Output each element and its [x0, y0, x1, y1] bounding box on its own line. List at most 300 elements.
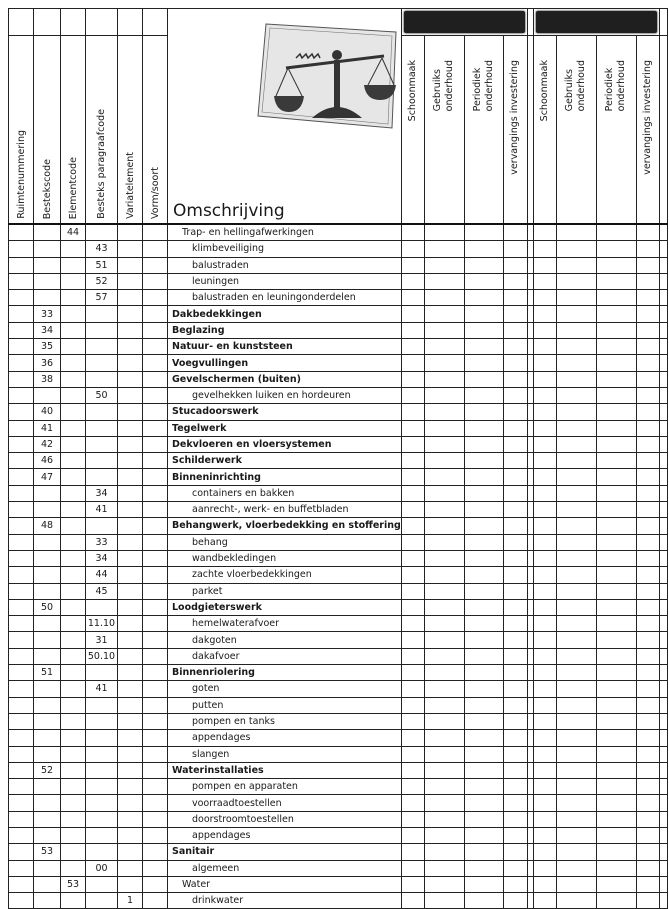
entry-cell-group-2[interactable]: [533, 779, 556, 795]
entry-cell-group-2[interactable]: [596, 502, 636, 518]
entry-cell-group-2[interactable]: [636, 583, 659, 599]
entry-cell-group-1[interactable]: [401, 827, 424, 843]
entry-cell-group-1[interactable]: [503, 306, 527, 322]
entry-cell-group-2[interactable]: [556, 583, 596, 599]
entry-cell-group-2[interactable]: [596, 648, 636, 664]
entry-cell-group-2[interactable]: [596, 583, 636, 599]
entry-cell-group-2[interactable]: [556, 550, 596, 566]
entry-cell-group-1[interactable]: [424, 697, 464, 713]
entry-cell-group-1[interactable]: [503, 404, 527, 420]
entry-cell-group-1[interactable]: [424, 599, 464, 615]
entry-cell-group-2[interactable]: [596, 534, 636, 550]
entry-cell-group-2[interactable]: [556, 599, 596, 615]
entry-cell-group-1[interactable]: [401, 534, 424, 550]
entry-cell-group-2[interactable]: [533, 893, 556, 909]
entry-cell-group-1[interactable]: [401, 795, 424, 811]
entry-cell-group-1[interactable]: [503, 371, 527, 387]
entry-cell-group-2[interactable]: [556, 273, 596, 289]
entry-cell-group-2[interactable]: [533, 827, 556, 843]
entry-cell-group-2[interactable]: [556, 355, 596, 371]
entry-cell-group-2[interactable]: [533, 371, 556, 387]
entry-cell-group-1[interactable]: [424, 485, 464, 501]
entry-cell-group-2[interactable]: [636, 290, 659, 306]
entry-cell-group-1[interactable]: [401, 599, 424, 615]
entry-cell-group-2[interactable]: [533, 534, 556, 550]
entry-cell-group-1[interactable]: [464, 485, 503, 501]
entry-cell-group-2[interactable]: [596, 811, 636, 827]
entry-cell-group-2[interactable]: [533, 339, 556, 355]
entry-cell-group-1[interactable]: [503, 518, 527, 534]
entry-cell-group-1[interactable]: [464, 632, 503, 648]
entry-cell-group-2[interactable]: [533, 665, 556, 681]
entry-cell-group-2[interactable]: [556, 534, 596, 550]
entry-cell-group-1[interactable]: [401, 632, 424, 648]
entry-cell-group-2[interactable]: [596, 730, 636, 746]
entry-cell-group-2[interactable]: [636, 453, 659, 469]
entry-cell-group-1[interactable]: [401, 616, 424, 632]
entry-cell-group-2[interactable]: [596, 339, 636, 355]
entry-cell-group-2[interactable]: [556, 779, 596, 795]
entry-cell-group-1[interactable]: [424, 713, 464, 729]
entry-cell-group-2[interactable]: [636, 355, 659, 371]
entry-cell-group-1[interactable]: [401, 322, 424, 338]
entry-cell-group-1[interactable]: [401, 306, 424, 322]
entry-cell-group-1[interactable]: [424, 844, 464, 860]
entry-cell-group-2[interactable]: [636, 697, 659, 713]
entry-cell-group-2[interactable]: [596, 404, 636, 420]
entry-cell-group-1[interactable]: [401, 502, 424, 518]
entry-cell-group-1[interactable]: [424, 518, 464, 534]
entry-cell-group-1[interactable]: [424, 420, 464, 436]
entry-cell-group-1[interactable]: [424, 355, 464, 371]
entry-cell-group-1[interactable]: [503, 257, 527, 273]
entry-cell-group-2[interactable]: [596, 453, 636, 469]
entry-cell-group-2[interactable]: [636, 844, 659, 860]
entry-cell-group-1[interactable]: [503, 339, 527, 355]
entry-cell-group-2[interactable]: [596, 567, 636, 583]
entry-cell-group-1[interactable]: [401, 697, 424, 713]
entry-cell-group-2[interactable]: [596, 469, 636, 485]
entry-cell-group-2[interactable]: [636, 534, 659, 550]
entry-cell-group-2[interactable]: [596, 420, 636, 436]
entry-cell-group-1[interactable]: [464, 583, 503, 599]
entry-cell-group-1[interactable]: [503, 893, 527, 909]
entry-cell-group-2[interactable]: [556, 241, 596, 257]
entry-cell-group-2[interactable]: [636, 567, 659, 583]
entry-cell-group-1[interactable]: [424, 306, 464, 322]
entry-cell-group-1[interactable]: [401, 648, 424, 664]
entry-cell-group-2[interactable]: [533, 876, 556, 892]
entry-cell-group-2[interactable]: [533, 502, 556, 518]
entry-cell-group-1[interactable]: [424, 730, 464, 746]
entry-cell-group-2[interactable]: [556, 518, 596, 534]
entry-cell-group-1[interactable]: [401, 713, 424, 729]
entry-cell-group-1[interactable]: [401, 290, 424, 306]
entry-cell-group-2[interactable]: [556, 795, 596, 811]
entry-cell-group-2[interactable]: [533, 436, 556, 452]
entry-cell-group-1[interactable]: [424, 681, 464, 697]
entry-cell-group-2[interactable]: [533, 844, 556, 860]
entry-cell-group-1[interactable]: [464, 893, 503, 909]
entry-cell-group-2[interactable]: [533, 713, 556, 729]
entry-cell-group-2[interactable]: [596, 224, 636, 241]
entry-cell-group-1[interactable]: [503, 599, 527, 615]
entry-cell-group-1[interactable]: [503, 485, 527, 501]
entry-cell-group-1[interactable]: [503, 730, 527, 746]
entry-cell-group-1[interactable]: [401, 420, 424, 436]
entry-cell-group-1[interactable]: [424, 795, 464, 811]
entry-cell-group-2[interactable]: [596, 779, 636, 795]
entry-cell-group-2[interactable]: [596, 697, 636, 713]
entry-cell-group-1[interactable]: [464, 257, 503, 273]
entry-cell-group-2[interactable]: [636, 273, 659, 289]
entry-cell-group-1[interactable]: [464, 518, 503, 534]
entry-cell-group-2[interactable]: [596, 795, 636, 811]
entry-cell-group-1[interactable]: [424, 779, 464, 795]
entry-cell-group-1[interactable]: [401, 355, 424, 371]
entry-cell-group-1[interactable]: [424, 583, 464, 599]
entry-cell-group-1[interactable]: [401, 436, 424, 452]
entry-cell-group-1[interactable]: [503, 746, 527, 762]
entry-cell-group-1[interactable]: [424, 550, 464, 566]
entry-cell-group-2[interactable]: [556, 844, 596, 860]
entry-cell-group-1[interactable]: [464, 453, 503, 469]
entry-cell-group-1[interactable]: [464, 730, 503, 746]
entry-cell-group-2[interactable]: [556, 387, 596, 403]
entry-cell-group-2[interactable]: [533, 632, 556, 648]
entry-cell-group-1[interactable]: [401, 681, 424, 697]
entry-cell-group-2[interactable]: [596, 746, 636, 762]
entry-cell-group-2[interactable]: [533, 322, 556, 338]
entry-cell-group-1[interactable]: [503, 534, 527, 550]
entry-cell-group-2[interactable]: [636, 893, 659, 909]
entry-cell-group-2[interactable]: [596, 665, 636, 681]
entry-cell-group-1[interactable]: [464, 436, 503, 452]
entry-cell-group-2[interactable]: [556, 290, 596, 306]
entry-cell-group-2[interactable]: [636, 241, 659, 257]
entry-cell-group-1[interactable]: [424, 648, 464, 664]
entry-cell-group-2[interactable]: [533, 420, 556, 436]
entry-cell-group-2[interactable]: [636, 550, 659, 566]
entry-cell-group-2[interactable]: [556, 224, 596, 241]
entry-cell-group-1[interactable]: [464, 795, 503, 811]
entry-cell-group-1[interactable]: [401, 550, 424, 566]
entry-cell-group-1[interactable]: [464, 322, 503, 338]
entry-cell-group-1[interactable]: [503, 273, 527, 289]
entry-cell-group-2[interactable]: [556, 713, 596, 729]
entry-cell-group-1[interactable]: [401, 844, 424, 860]
entry-cell-group-1[interactable]: [464, 762, 503, 778]
entry-cell-group-2[interactable]: [556, 339, 596, 355]
entry-cell-group-2[interactable]: [533, 224, 556, 241]
entry-cell-group-2[interactable]: [556, 371, 596, 387]
entry-cell-group-1[interactable]: [401, 893, 424, 909]
entry-cell-group-2[interactable]: [596, 306, 636, 322]
entry-cell-group-2[interactable]: [533, 257, 556, 273]
entry-cell-group-2[interactable]: [556, 502, 596, 518]
entry-cell-group-1[interactable]: [464, 273, 503, 289]
entry-cell-group-2[interactable]: [596, 844, 636, 860]
entry-cell-group-1[interactable]: [424, 371, 464, 387]
entry-cell-group-1[interactable]: [503, 420, 527, 436]
entry-cell-group-1[interactable]: [503, 567, 527, 583]
entry-cell-group-2[interactable]: [596, 599, 636, 615]
entry-cell-group-2[interactable]: [556, 469, 596, 485]
entry-cell-group-1[interactable]: [464, 697, 503, 713]
entry-cell-group-2[interactable]: [596, 632, 636, 648]
entry-cell-group-1[interactable]: [464, 387, 503, 403]
entry-cell-group-1[interactable]: [464, 779, 503, 795]
entry-cell-group-1[interactable]: [503, 322, 527, 338]
entry-cell-group-1[interactable]: [464, 860, 503, 876]
entry-cell-group-1[interactable]: [401, 665, 424, 681]
entry-cell-group-2[interactable]: [596, 485, 636, 501]
entry-cell-group-1[interactable]: [401, 404, 424, 420]
entry-cell-group-1[interactable]: [401, 469, 424, 485]
entry-cell-group-2[interactable]: [636, 404, 659, 420]
entry-cell-group-2[interactable]: [533, 860, 556, 876]
entry-cell-group-1[interactable]: [464, 241, 503, 257]
entry-cell-group-1[interactable]: [503, 795, 527, 811]
entry-cell-group-2[interactable]: [596, 681, 636, 697]
entry-cell-group-1[interactable]: [464, 339, 503, 355]
entry-cell-group-2[interactable]: [596, 257, 636, 273]
entry-cell-group-2[interactable]: [636, 616, 659, 632]
entry-cell-group-1[interactable]: [464, 550, 503, 566]
entry-cell-group-1[interactable]: [464, 665, 503, 681]
entry-cell-group-1[interactable]: [424, 746, 464, 762]
entry-cell-group-2[interactable]: [636, 306, 659, 322]
entry-cell-group-1[interactable]: [424, 876, 464, 892]
entry-cell-group-1[interactable]: [503, 762, 527, 778]
entry-cell-group-1[interactable]: [464, 599, 503, 615]
entry-cell-group-1[interactable]: [401, 583, 424, 599]
entry-cell-group-2[interactable]: [533, 567, 556, 583]
entry-cell-group-1[interactable]: [503, 665, 527, 681]
entry-cell-group-1[interactable]: [464, 534, 503, 550]
entry-cell-group-2[interactable]: [596, 322, 636, 338]
entry-cell-group-2[interactable]: [636, 860, 659, 876]
entry-cell-group-2[interactable]: [636, 730, 659, 746]
entry-cell-group-1[interactable]: [503, 616, 527, 632]
entry-cell-group-2[interactable]: [533, 306, 556, 322]
entry-cell-group-2[interactable]: [596, 290, 636, 306]
entry-cell-group-2[interactable]: [596, 713, 636, 729]
entry-cell-group-2[interactable]: [596, 827, 636, 843]
entry-cell-group-2[interactable]: [636, 681, 659, 697]
entry-cell-group-1[interactable]: [424, 632, 464, 648]
entry-cell-group-2[interactable]: [533, 811, 556, 827]
entry-cell-group-1[interactable]: [424, 273, 464, 289]
entry-cell-group-1[interactable]: [424, 860, 464, 876]
entry-cell-group-1[interactable]: [401, 224, 424, 241]
entry-cell-group-2[interactable]: [636, 387, 659, 403]
entry-cell-group-2[interactable]: [533, 290, 556, 306]
entry-cell-group-2[interactable]: [596, 616, 636, 632]
entry-cell-group-1[interactable]: [424, 534, 464, 550]
entry-cell-group-1[interactable]: [503, 860, 527, 876]
entry-cell-group-1[interactable]: [464, 224, 503, 241]
entry-cell-group-2[interactable]: [556, 436, 596, 452]
entry-cell-group-2[interactable]: [533, 616, 556, 632]
entry-cell-group-1[interactable]: [401, 273, 424, 289]
entry-cell-group-2[interactable]: [533, 387, 556, 403]
entry-cell-group-2[interactable]: [556, 257, 596, 273]
entry-cell-group-1[interactable]: [424, 665, 464, 681]
entry-cell-group-1[interactable]: [503, 779, 527, 795]
entry-cell-group-2[interactable]: [533, 485, 556, 501]
entry-cell-group-1[interactable]: [401, 241, 424, 257]
entry-cell-group-1[interactable]: [503, 502, 527, 518]
entry-cell-group-1[interactable]: [503, 632, 527, 648]
entry-cell-group-1[interactable]: [424, 502, 464, 518]
entry-cell-group-2[interactable]: [636, 632, 659, 648]
entry-cell-group-1[interactable]: [503, 453, 527, 469]
entry-cell-group-2[interactable]: [596, 436, 636, 452]
entry-cell-group-1[interactable]: [503, 355, 527, 371]
entry-cell-group-1[interactable]: [503, 811, 527, 827]
entry-cell-group-1[interactable]: [401, 339, 424, 355]
entry-cell-group-2[interactable]: [533, 681, 556, 697]
entry-cell-group-2[interactable]: [636, 469, 659, 485]
entry-cell-group-2[interactable]: [556, 827, 596, 843]
entry-cell-group-2[interactable]: [636, 648, 659, 664]
entry-cell-group-1[interactable]: [401, 453, 424, 469]
entry-cell-group-2[interactable]: [636, 339, 659, 355]
entry-cell-group-1[interactable]: [424, 257, 464, 273]
entry-cell-group-1[interactable]: [464, 469, 503, 485]
entry-cell-group-1[interactable]: [401, 860, 424, 876]
entry-cell-group-1[interactable]: [464, 827, 503, 843]
entry-cell-group-2[interactable]: [636, 224, 659, 241]
entry-cell-group-1[interactable]: [464, 844, 503, 860]
entry-cell-group-1[interactable]: [401, 876, 424, 892]
entry-cell-group-2[interactable]: [533, 404, 556, 420]
entry-cell-group-1[interactable]: [424, 762, 464, 778]
entry-cell-group-2[interactable]: [556, 322, 596, 338]
entry-cell-group-1[interactable]: [464, 306, 503, 322]
entry-cell-group-2[interactable]: [636, 746, 659, 762]
entry-cell-group-1[interactable]: [503, 387, 527, 403]
entry-cell-group-1[interactable]: [503, 290, 527, 306]
entry-cell-group-2[interactable]: [596, 371, 636, 387]
entry-cell-group-1[interactable]: [401, 730, 424, 746]
entry-cell-group-1[interactable]: [464, 371, 503, 387]
entry-cell-group-2[interactable]: [556, 860, 596, 876]
entry-cell-group-1[interactable]: [424, 387, 464, 403]
entry-cell-group-2[interactable]: [533, 648, 556, 664]
entry-cell-group-1[interactable]: [424, 453, 464, 469]
entry-cell-group-2[interactable]: [636, 502, 659, 518]
entry-cell-group-2[interactable]: [596, 893, 636, 909]
entry-cell-group-1[interactable]: [464, 876, 503, 892]
entry-cell-group-2[interactable]: [533, 453, 556, 469]
entry-cell-group-1[interactable]: [424, 436, 464, 452]
entry-cell-group-2[interactable]: [556, 567, 596, 583]
entry-cell-group-1[interactable]: [464, 648, 503, 664]
entry-cell-group-1[interactable]: [401, 762, 424, 778]
entry-cell-group-2[interactable]: [636, 371, 659, 387]
entry-cell-group-1[interactable]: [503, 713, 527, 729]
entry-cell-group-2[interactable]: [636, 518, 659, 534]
entry-cell-group-2[interactable]: [533, 795, 556, 811]
entry-cell-group-2[interactable]: [556, 762, 596, 778]
entry-cell-group-2[interactable]: [636, 485, 659, 501]
entry-cell-group-2[interactable]: [556, 811, 596, 827]
entry-cell-group-1[interactable]: [464, 502, 503, 518]
entry-cell-group-2[interactable]: [533, 273, 556, 289]
entry-cell-group-1[interactable]: [503, 648, 527, 664]
entry-cell-group-1[interactable]: [503, 241, 527, 257]
entry-cell-group-2[interactable]: [533, 730, 556, 746]
entry-cell-group-1[interactable]: [424, 241, 464, 257]
entry-cell-group-2[interactable]: [556, 697, 596, 713]
entry-cell-group-2[interactable]: [636, 795, 659, 811]
entry-cell-group-2[interactable]: [533, 355, 556, 371]
entry-cell-group-1[interactable]: [401, 371, 424, 387]
entry-cell-group-2[interactable]: [533, 599, 556, 615]
entry-cell-group-2[interactable]: [533, 762, 556, 778]
entry-cell-group-2[interactable]: [556, 665, 596, 681]
entry-cell-group-2[interactable]: [556, 681, 596, 697]
entry-cell-group-2[interactable]: [596, 355, 636, 371]
entry-cell-group-2[interactable]: [533, 469, 556, 485]
entry-cell-group-2[interactable]: [533, 583, 556, 599]
entry-cell-group-2[interactable]: [596, 762, 636, 778]
entry-cell-group-1[interactable]: [503, 436, 527, 452]
entry-cell-group-2[interactable]: [596, 273, 636, 289]
entry-cell-group-1[interactable]: [401, 746, 424, 762]
entry-cell-group-2[interactable]: [556, 876, 596, 892]
entry-cell-group-1[interactable]: [503, 583, 527, 599]
entry-cell-group-1[interactable]: [401, 779, 424, 795]
entry-cell-group-2[interactable]: [556, 453, 596, 469]
entry-cell-group-1[interactable]: [401, 485, 424, 501]
entry-cell-group-1[interactable]: [464, 811, 503, 827]
entry-cell-group-1[interactable]: [464, 681, 503, 697]
entry-cell-group-2[interactable]: [556, 485, 596, 501]
entry-cell-group-1[interactable]: [464, 616, 503, 632]
entry-cell-group-1[interactable]: [424, 290, 464, 306]
entry-cell-group-2[interactable]: [636, 779, 659, 795]
entry-cell-group-1[interactable]: [401, 518, 424, 534]
entry-cell-group-2[interactable]: [556, 746, 596, 762]
entry-cell-group-1[interactable]: [424, 567, 464, 583]
entry-cell-group-2[interactable]: [596, 860, 636, 876]
entry-cell-group-1[interactable]: [464, 404, 503, 420]
entry-cell-group-2[interactable]: [533, 697, 556, 713]
entry-cell-group-2[interactable]: [636, 599, 659, 615]
entry-cell-group-2[interactable]: [533, 550, 556, 566]
entry-cell-group-2[interactable]: [533, 518, 556, 534]
entry-cell-group-1[interactable]: [424, 616, 464, 632]
entry-cell-group-1[interactable]: [503, 876, 527, 892]
entry-cell-group-2[interactable]: [596, 876, 636, 892]
entry-cell-group-1[interactable]: [424, 404, 464, 420]
entry-cell-group-1[interactable]: [401, 387, 424, 403]
entry-cell-group-2[interactable]: [556, 306, 596, 322]
entry-cell-group-1[interactable]: [503, 697, 527, 713]
entry-cell-group-1[interactable]: [503, 224, 527, 241]
entry-cell-group-2[interactable]: [556, 404, 596, 420]
entry-cell-group-2[interactable]: [596, 550, 636, 566]
entry-cell-group-2[interactable]: [533, 241, 556, 257]
entry-cell-group-1[interactable]: [503, 469, 527, 485]
entry-cell-group-1[interactable]: [401, 811, 424, 827]
entry-cell-group-2[interactable]: [636, 257, 659, 273]
entry-cell-group-1[interactable]: [424, 469, 464, 485]
entry-cell-group-1[interactable]: [464, 355, 503, 371]
